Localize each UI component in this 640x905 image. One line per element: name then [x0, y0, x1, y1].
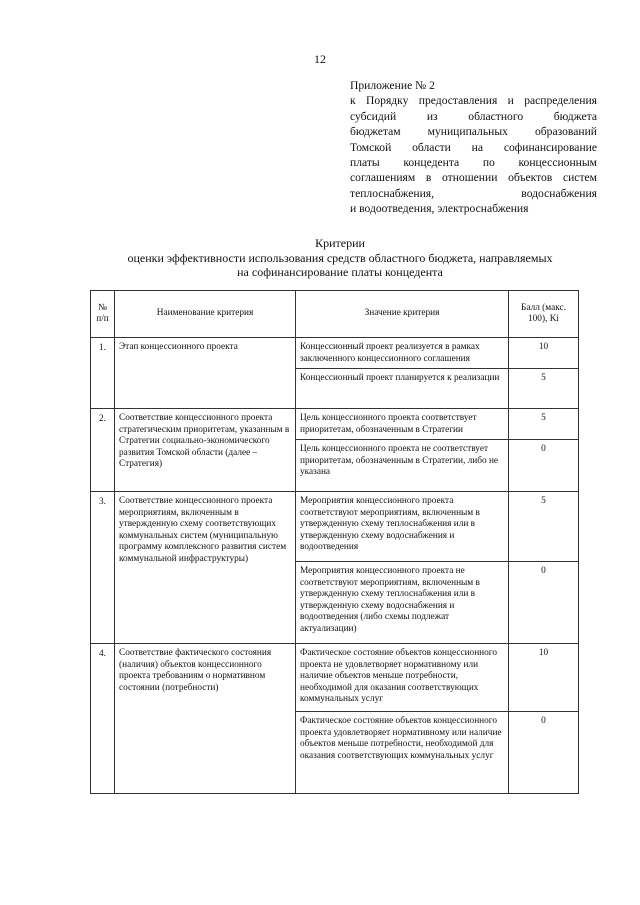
- table-row: [91, 409, 579, 440]
- heading-subtitle-2: на софинансирование платы концедента: [237, 265, 443, 279]
- appendix-block: [350, 78, 597, 217]
- criterion-value: Фактическое состояние объектов концессионного проекта не удовлетворяет нормативному или наличие объектов меньше потребности, необходимой для оказания соответствующих коммунальных услуг: [296, 644, 509, 712]
- row-num: 4.: [91, 644, 115, 794]
- criterion-score: 5: [509, 369, 579, 409]
- header-name: Наименование критерия: [115, 291, 296, 338]
- criterion-name: Этап концессионного проекта: [115, 338, 296, 409]
- criterion-value: Цель концессионного проекта не соответствует приоритетам, обозначенным в Стратегии, либо не указана: [296, 440, 509, 492]
- table-row: [91, 644, 579, 712]
- criterion-name: Соответствие концессионного проекта стратегическим приоритетам, указанным в Стратегии социально-экономического развития Томской области (далее – Стратегия): [115, 409, 296, 492]
- header-score: Балл (макс. 100), Ki: [509, 291, 579, 338]
- criterion-value: Мероприятия концессионного проекта соответствуют мероприятиям, включенным в утвержденную схему теплоснабжения или в утвержденную схему водоснабжения и водоотведения: [296, 492, 509, 562]
- header-value: Значение критерия: [296, 291, 509, 338]
- criterion-score: 5: [509, 492, 579, 562]
- criterion-score: 10: [509, 644, 579, 712]
- row-num: 1.: [91, 338, 115, 409]
- criterion-value: Концессионный проект планируется к реализации: [296, 369, 509, 409]
- criterion-score: 5: [509, 409, 579, 440]
- table-row: [91, 338, 579, 369]
- appendix-line: соглашениям в отношении объектов систем: [350, 171, 597, 185]
- document-heading: [80, 236, 600, 280]
- header-num: № п/п: [91, 291, 115, 338]
- criterion-value: Концессионный проект реализуется в рамках заключенного концессионного соглашения: [296, 338, 509, 369]
- criterion-value: Мероприятия концессионного проекта не соответствуют мероприятиям, включенным в утвержденную схему теплоснабжения или в утвержденную схему водоснабжения и водоотведения (либо схемы подлежат актуализации): [296, 562, 509, 644]
- appendix-line: теплоснабжения, водоснабжения: [350, 186, 597, 200]
- appendix-line: к Порядку предоставления и распределения: [350, 94, 597, 108]
- appendix-line: платы концедента по концессионным: [350, 156, 597, 170]
- criterion-score: 0: [509, 562, 579, 644]
- appendix-line: субсидий из областного бюджета: [350, 109, 597, 123]
- row-num: 2.: [91, 409, 115, 492]
- appendix-body: [350, 93, 597, 216]
- criterion-name: Соответствие концессионного проекта мероприятиям, включенным в утвержденную схему соответствующих коммунальных систем (муниципальную программу комплексного развития систем коммунальной инфраструктуры): [115, 492, 296, 644]
- appendix-line: и водоотведения, электроснабжения: [350, 202, 529, 216]
- criterion-score: 0: [509, 712, 579, 794]
- appendix-line: бюджетам муниципальных образований: [350, 125, 597, 139]
- table-header-row: [91, 291, 579, 338]
- row-num: 3.: [91, 492, 115, 644]
- appendix-line: Томской области на софинансирование: [350, 140, 597, 154]
- criterion-name: Соответствие фактического состояния (наличия) объектов концессионного проекта требованиям о нормативном состоянии (потребности): [115, 644, 296, 794]
- criterion-value: Цель концессионного проекта соответствует приоритетам, обозначенным в Стратегии: [296, 409, 509, 440]
- page-number: 12: [314, 52, 326, 66]
- heading-title: Критерии: [315, 236, 365, 250]
- criterion-score: 0: [509, 440, 579, 492]
- criteria-table: [90, 290, 579, 794]
- criterion-value: Фактическое состояние объектов концессионного проекта удовлетворяет нормативному или наличие объектов меньше потребности, необходимой для оказания соответствующих коммунальных услуг: [296, 712, 509, 794]
- heading-subtitle: оценки эффективности использования средств областного бюджета, направляемых: [127, 250, 553, 265]
- appendix-title: Приложение № 2: [350, 79, 435, 92]
- criterion-score: 10: [509, 338, 579, 369]
- table-row: [91, 492, 579, 562]
